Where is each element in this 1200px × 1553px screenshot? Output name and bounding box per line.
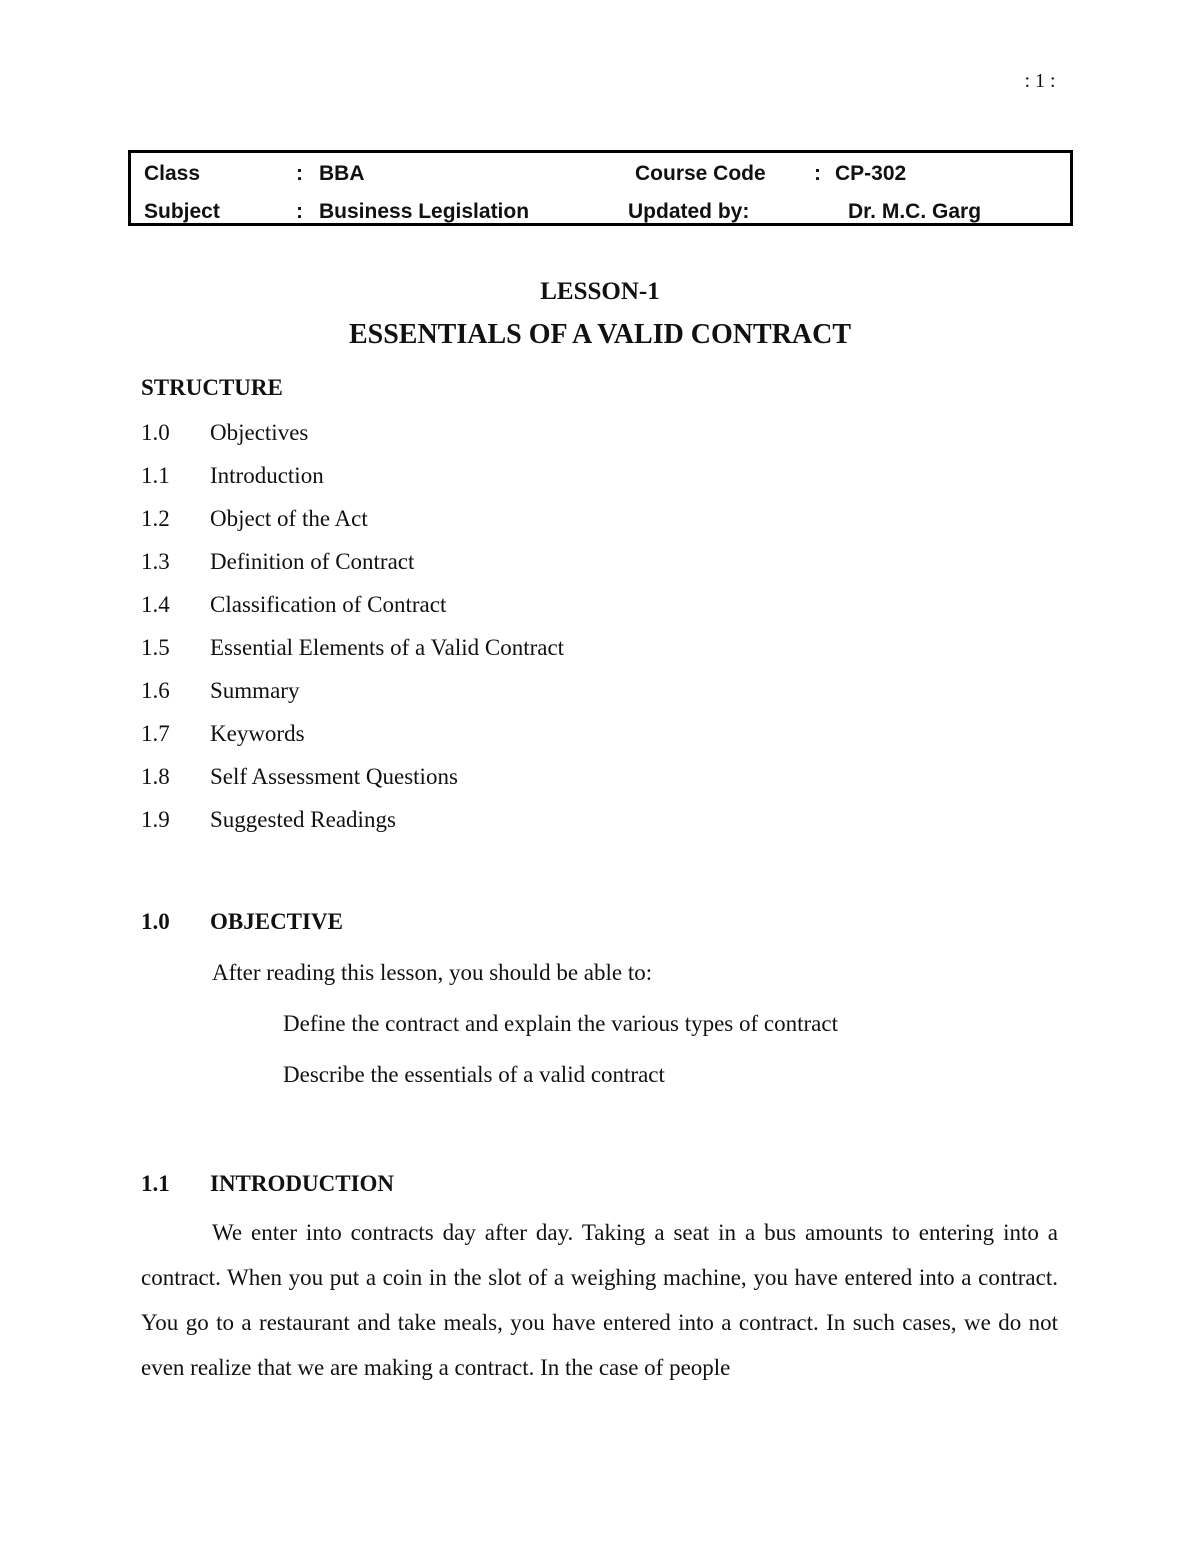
introduction-heading [141, 1171, 394, 1197]
structure-item-number: 1.9 [141, 807, 170, 832]
structure-item-number: 1.3 [141, 549, 170, 574]
class-label: Class [144, 162, 201, 185]
course-info-box [128, 150, 1073, 226]
structure-item [141, 590, 564, 633]
objective-point: Describe the essentials of a valid contract [283, 1062, 665, 1087]
structure-item-number: 1.8 [141, 764, 170, 789]
course-code-label: Course Code [635, 162, 766, 185]
structure-item [141, 461, 564, 504]
objective-heading-number: 1.0 [141, 909, 170, 934]
updated-by-label: Updated by: [628, 200, 750, 223]
structure-item-label: Introduction [210, 463, 324, 488]
structure-item [141, 504, 564, 547]
structure-item [141, 633, 564, 676]
objective-intro: After reading this lesson, you should be able to: [212, 960, 653, 985]
introduction-heading-number: 1.1 [141, 1171, 170, 1196]
structure-item-number: 1.4 [141, 592, 170, 617]
course-code-value: CP-302 [835, 162, 907, 185]
structure-item-label: Definition of Contract [210, 549, 415, 574]
updated-by-value: Dr. M.C. Garg [848, 200, 982, 223]
course-code-colon: : [814, 162, 821, 185]
structure-item-number: 1.1 [141, 463, 170, 488]
subject-label: Subject [144, 200, 220, 223]
structure-list [141, 418, 564, 848]
introduction-heading-label: INTRODUCTION [210, 1171, 395, 1196]
subject-value: Business Legislation [319, 200, 530, 223]
lesson-title: ESSENTIALS OF A VALID CONTRACT [348, 319, 852, 350]
structure-item-label: Self Assessment Questions [210, 764, 458, 789]
structure-item-label: Essential Elements of a Valid Contract [210, 635, 565, 660]
structure-heading: STRUCTURE [141, 375, 283, 400]
introduction-paragraph: We enter into contracts day after day. Taking a seat in a bus amounts to entering into a contract. When you put a coin in the slot of a weighing machine, you have entered into a contract. You go to a restaurant and take meals, you have entered into a contract. In such cases, we do not even realize that we are making a contract. In the case of people [141, 1220, 1058, 1380]
subject-colon: : [296, 200, 303, 223]
structure-item-number: 1.2 [141, 506, 170, 531]
objective-heading [141, 909, 343, 935]
structure-item [141, 676, 564, 719]
structure-item [141, 418, 564, 461]
class-colon: : [296, 162, 303, 185]
objective-heading-label: OBJECTIVE [210, 909, 343, 934]
structure-item-label: Suggested Readings [210, 807, 396, 832]
structure-item-label: Objectives [210, 420, 309, 445]
structure-item-label: Object of the Act [210, 506, 368, 531]
structure-item-number: 1.5 [141, 635, 170, 660]
structure-item-number: 1.7 [141, 721, 170, 746]
objective-point: Define the contract and explain the various types of contract [283, 1011, 838, 1036]
structure-item [141, 762, 564, 805]
structure-item-number: 1.6 [141, 678, 170, 703]
lesson-label: LESSON-1 [540, 278, 660, 305]
structure-item-label: Summary [210, 678, 300, 703]
structure-item-number: 1.0 [141, 420, 170, 445]
structure-item [141, 547, 564, 590]
structure-item [141, 805, 564, 848]
class-value: BBA [319, 162, 365, 185]
page-number: : 1 : [1024, 70, 1056, 92]
structure-item [141, 719, 564, 762]
structure-item-label: Keywords [210, 721, 305, 746]
structure-item-label: Classification of Contract [210, 592, 447, 617]
